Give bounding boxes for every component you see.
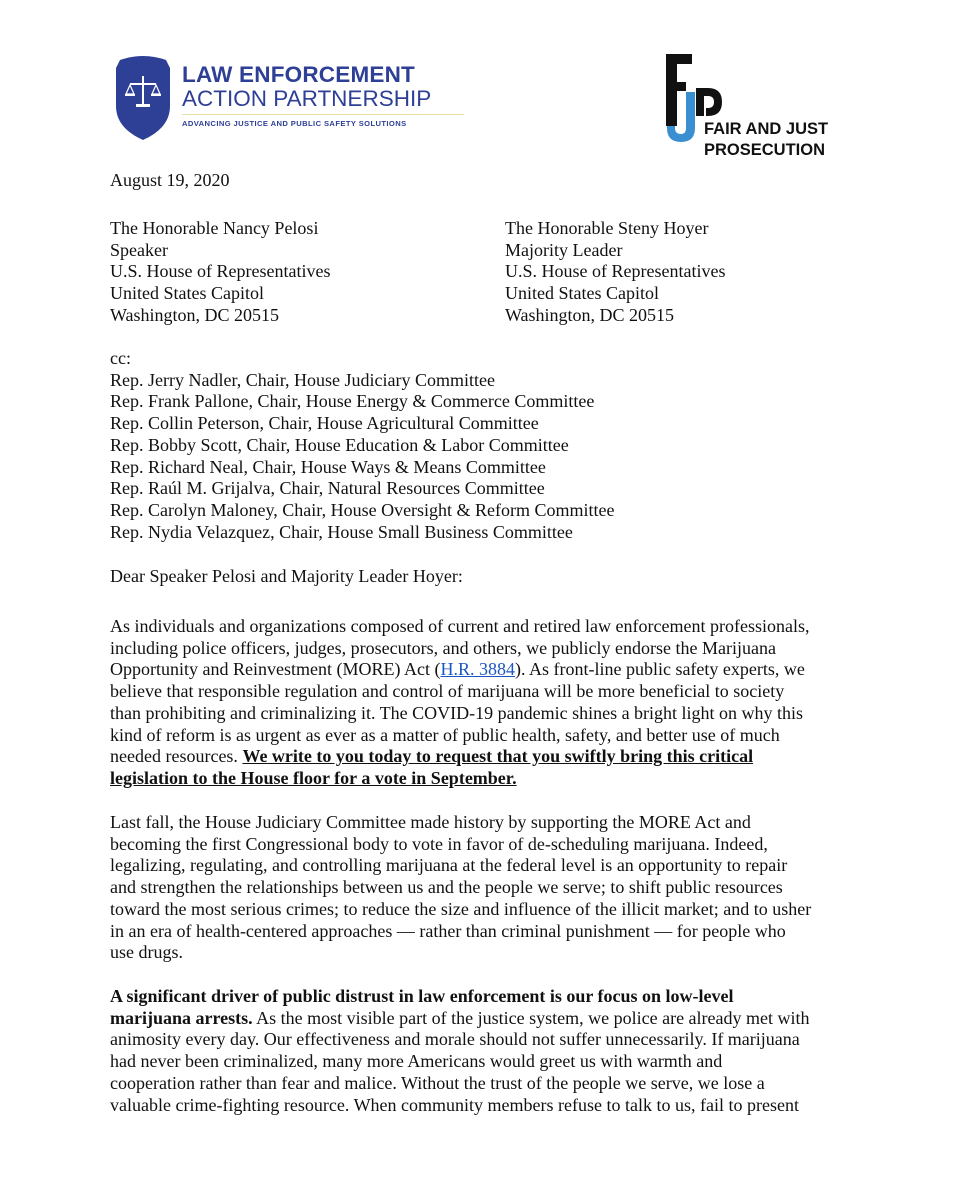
recipient-line: U.S. House of Representatives <box>110 261 331 282</box>
recipient-line: Majority Leader <box>505 239 623 260</box>
request-emphasis: legislation to the House floor for a vote in September. <box>110 767 517 788</box>
cc-list <box>110 348 615 543</box>
recipient-line: Washington, DC 20515 <box>110 304 280 325</box>
text-line: use drugs. <box>110 942 183 963</box>
bold-span: marijuana arrests. <box>110 1007 253 1028</box>
fjp-logo-line2: PROSECUTION <box>704 141 826 159</box>
fjp-logo <box>664 52 854 162</box>
text-span: ). As front-line public safety experts, we <box>514 659 805 680</box>
text-line: in an era of health-centered approaches — rather than criminal punishment — for people who <box>110 920 786 941</box>
cc-item: Rep. Frank Pallone, Chair, House Energy & Commerce Committee <box>110 391 595 412</box>
text-line <box>110 746 809 768</box>
text-span: needed resources. <box>110 746 243 767</box>
paragraph-3 <box>110 986 810 1116</box>
text-line: Last fall, the House Judiciary Committee made history by supporting the MORE Act and <box>110 812 751 832</box>
paragraph-2 <box>110 812 811 964</box>
paragraph-1 <box>110 616 809 790</box>
request-emphasis: We write to you today to request that you swiftly bring this critical <box>242 746 754 767</box>
recipient-line: The Honorable Steny Hoyer <box>505 218 709 238</box>
leap-logo-line1: LAW ENFORCEMENT <box>182 62 415 87</box>
text-line: legalizing, regulating, and controlling marijuana at the federal level is an opportunity to repair <box>110 855 788 876</box>
text-line: and strengthen the relationships between us and the people we serve; to shift public resources <box>110 877 783 898</box>
text-span: As the most visible part of the justice system, we police are already met with <box>252 1007 810 1028</box>
text-span: Opportunity and Reinvestment (MORE) Act ( <box>110 659 441 680</box>
letter-date: August 19, 2020 <box>110 170 230 190</box>
cc-item: Rep. Richard Neal, Chair, House Ways & Means Committee <box>110 456 546 477</box>
text-line: than prohibiting and criminalizing it. The COVID-19 pandemic shines a bright light on why this <box>110 702 804 723</box>
cc-item: Rep. Jerry Nadler, Chair, House Judiciary Committee <box>110 369 495 390</box>
cc-item: Rep. Bobby Scott, Chair, House Education & Labor Committee <box>110 434 569 455</box>
cc-item: Rep. Carolyn Maloney, Chair, House Oversight & Reform Committee <box>110 499 615 520</box>
bold-line: A significant driver of public distrust in law enforcement is our focus on low-level <box>110 986 734 1006</box>
recipient-line: U.S. House of Representatives <box>505 261 726 282</box>
leap-logo <box>112 52 472 142</box>
text-line <box>110 659 809 681</box>
text-line: toward the most serious crimes; to reduce the size and influence of the illicit market; and to usher <box>110 898 812 919</box>
recipient-pelosi <box>110 218 330 327</box>
cc-item: Rep. Nydia Velazquez, Chair, House Small Business Committee <box>110 521 573 542</box>
recipient-line: Washington, DC 20515 <box>505 304 675 325</box>
text-line: had never been criminalized, many more Americans would greet us with warmth and <box>110 1051 723 1072</box>
cc-label: cc: <box>110 348 131 368</box>
text-line: kind of reform is as urgent as ever as a matter of public health, safety, and better use of much <box>110 724 780 745</box>
hr3884-link[interactable]: H.R. 3884 <box>440 659 515 680</box>
leap-logo-tagline: ADVANCING JUSTICE AND PUBLIC SAFETY SOLUTIONS <box>182 119 407 128</box>
text-line: including police officers, judges, prosecutors, and others, we publicly endorse the Marijuana <box>110 637 776 658</box>
text-line <box>110 1008 810 1030</box>
recipient-line: The Honorable Nancy Pelosi <box>110 218 319 238</box>
shield-scales-icon <box>112 54 174 142</box>
cc-item: Rep. Raúl M. Grijalva, Chair, Natural Resources Committee <box>110 478 545 499</box>
recipient-line: United States Capitol <box>505 283 659 304</box>
cc-item: Rep. Collin Peterson, Chair, House Agricultural Committee <box>110 413 539 434</box>
leap-logo-line2: ACTION PARTNERSHIP <box>182 86 432 111</box>
text-line: cooperation rather than fear and malice. Without the trust of the people we serve, we lose a <box>110 1072 765 1093</box>
text-line: animosity every day. Our effectiveness and morale should not suffer unnecessarily. If marijuana <box>110 1029 800 1050</box>
text-line: As individuals and organizations composed of current and retired law enforcement professionals, <box>110 616 810 636</box>
salutation: Dear Speaker Pelosi and Majority Leader Hoyer: <box>110 566 463 586</box>
text-line: becoming the first Congressional body to vote in favor of de-scheduling marijuana. Indeed, <box>110 833 768 854</box>
recipient-line: Speaker <box>110 239 168 260</box>
recipient-hoyer <box>505 218 725 327</box>
fjp-logo-line1: FAIR AND JUST <box>704 120 829 138</box>
text-line: believe that responsible regulation and control of marijuana will be more beneficial to society <box>110 681 785 702</box>
leap-logo-divider <box>182 114 464 115</box>
text-line: valuable crime-fighting resource. When community members refuse to talk to us, fail to present <box>110 1094 799 1115</box>
recipient-line: United States Capitol <box>110 283 264 304</box>
